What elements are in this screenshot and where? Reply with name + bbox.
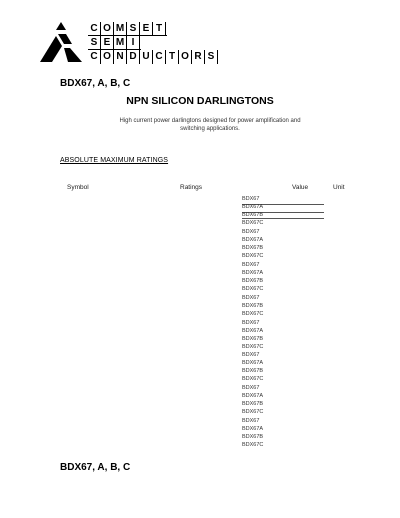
- part-number: BDX67B: [242, 368, 264, 374]
- part-number: BDX67: [242, 352, 260, 358]
- logo-letter: M: [114, 22, 127, 36]
- part-number: BDX67B: [242, 336, 264, 342]
- section-heading: ABSOLUTE MAXIMUM RATINGS: [60, 157, 169, 164]
- logo-letter: O: [101, 50, 114, 64]
- logo-letter: T: [153, 22, 166, 36]
- logo-letter: C: [88, 22, 101, 36]
- part-number: BDX67C: [242, 286, 264, 292]
- part-number: BDX67C: [242, 311, 264, 317]
- part-number: BDX67B: [242, 434, 264, 440]
- column-header-ratings: Ratings: [180, 184, 203, 191]
- part-number: BDX67: [242, 196, 260, 202]
- part-number: BDX67C: [242, 220, 264, 226]
- part-number: BDX67: [242, 418, 260, 424]
- part-family-heading: BDX67, A, B, C: [60, 78, 131, 89]
- description-line: High current power darlingtons designed for power amplification and: [119, 118, 301, 124]
- logo-letter: S: [205, 50, 218, 64]
- part-number: BDX67: [242, 229, 260, 235]
- logo-letter: U: [140, 50, 153, 64]
- part-number: BDX67: [242, 385, 260, 391]
- part-number: BDX67C: [242, 344, 264, 350]
- description-line: switching applications.: [180, 126, 240, 132]
- logo-letter: N: [114, 50, 127, 64]
- part-number: BDX67A: [242, 426, 264, 432]
- logo-row-conductors: [88, 50, 218, 64]
- logo-row-semi: [88, 36, 140, 50]
- part-number: BDX67A: [242, 237, 264, 243]
- part-number: BDX67A: [242, 204, 264, 210]
- comset-logo-icon: [38, 22, 84, 64]
- company-logotype: [88, 22, 215, 64]
- part-number: BDX67: [242, 262, 260, 268]
- part-family-heading-footer: BDX67, A, B, C: [60, 462, 131, 473]
- part-number: BDX67C: [242, 253, 264, 259]
- part-number: BDX67B: [242, 278, 264, 284]
- logo-letter: M: [114, 36, 127, 50]
- part-number: BDX67A: [242, 393, 264, 399]
- logo-letter: D: [127, 50, 140, 64]
- part-number: BDX67B: [242, 245, 264, 251]
- logo-letter: O: [101, 22, 114, 36]
- part-number: BDX67A: [242, 328, 264, 334]
- logo-letter: O: [179, 50, 192, 64]
- logo-letter: E: [101, 36, 114, 50]
- part-number: BDX67C: [242, 376, 264, 382]
- logo-letter: C: [153, 50, 166, 64]
- part-number: BDX67B: [242, 212, 264, 218]
- logo-divider: [88, 35, 167, 36]
- description: [110, 117, 310, 133]
- part-number: BDX67: [242, 320, 260, 326]
- logo-letter: S: [127, 22, 140, 36]
- logo-row-comset: [88, 22, 166, 36]
- part-number: BDX67A: [242, 360, 264, 366]
- document-title: NPN SILICON DARLINGTONS: [126, 95, 274, 107]
- column-header-unit: Unit: [333, 184, 345, 191]
- logo-divider: [88, 49, 141, 50]
- part-number: BDX67C: [242, 409, 264, 415]
- column-header-value: Value: [292, 184, 309, 191]
- part-number: BDX67: [242, 295, 260, 301]
- part-number: BDX67B: [242, 303, 264, 309]
- column-header-symbol: Symbol: [67, 184, 89, 191]
- logo-letter: C: [88, 50, 101, 64]
- logo-letter: I: [127, 36, 140, 50]
- part-number: BDX67B: [242, 401, 264, 407]
- part-number: BDX67A: [242, 270, 264, 276]
- part-number: BDX67C: [242, 442, 264, 448]
- logo-letter: T: [166, 50, 179, 64]
- logo-letter: R: [192, 50, 205, 64]
- logo-letter: S: [88, 36, 101, 50]
- logo-letter: E: [140, 22, 153, 36]
